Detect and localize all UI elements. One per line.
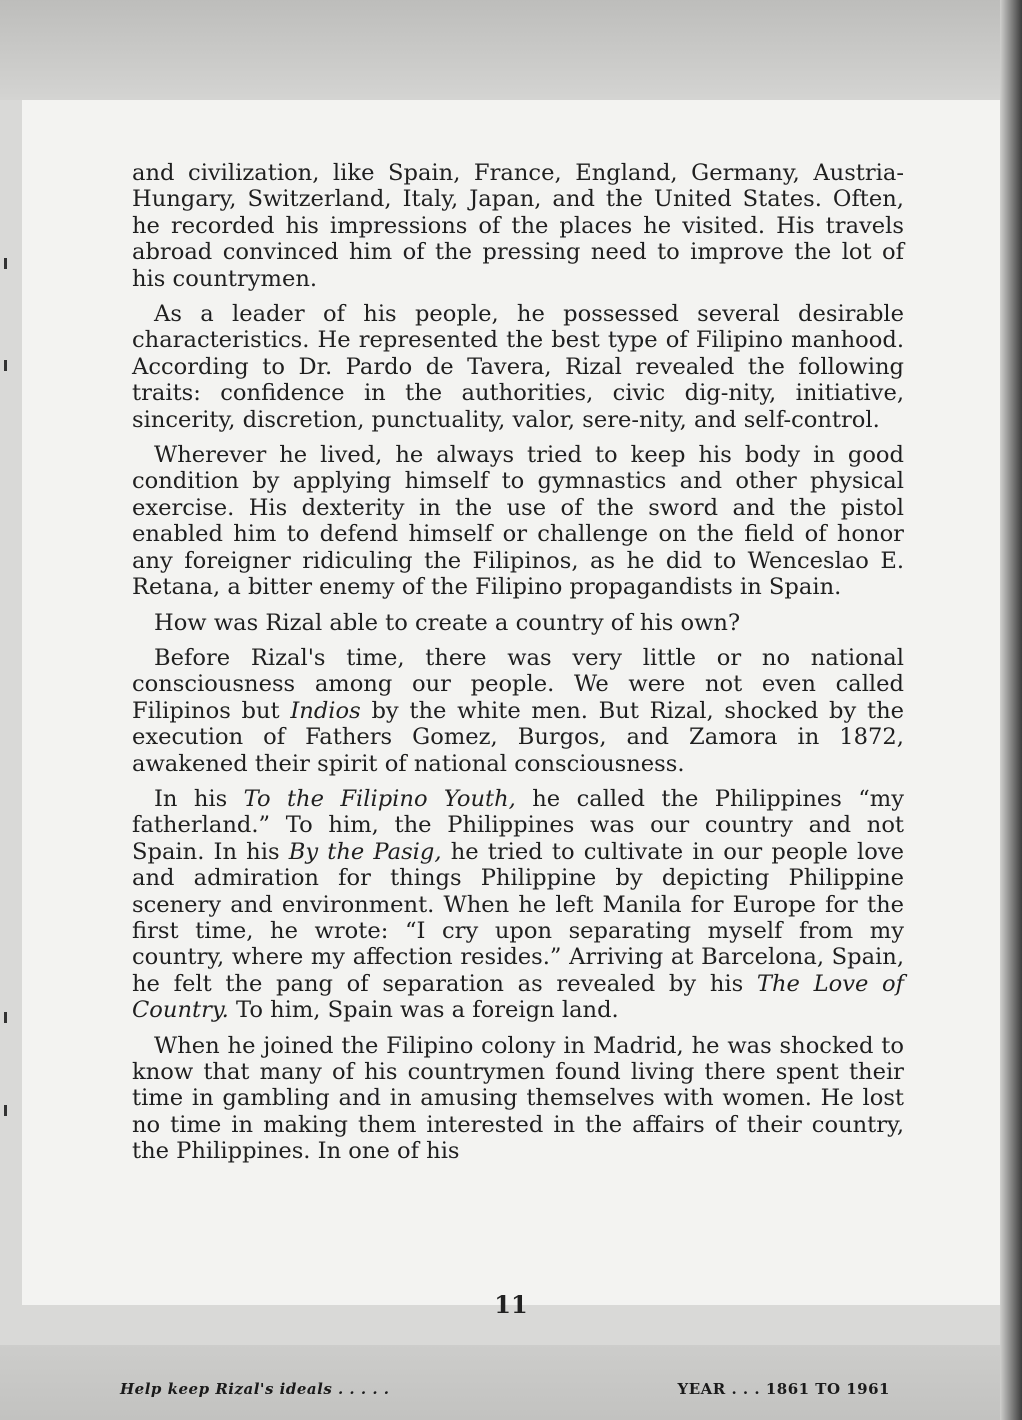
footer-band [0, 1345, 1000, 1420]
italic-term: Indios [290, 697, 361, 724]
text-run: Before Rizal's time, there was very little or no national consciousness among our people. We were not even called Filipinos but [132, 644, 904, 724]
italic-title: By the Pasig, [288, 838, 442, 865]
text-run: he tried to cultivate in our people love and admiration for things Philippine by depicting Philippine scenery and environment. When he left Manila for Europe for the first time, he wrote: “I cry upon separating myself from my country, where my affection resides.” Arriving at Barcelona, Spain, he felt the pang of separation as revealed by his [132, 838, 905, 997]
margin-mark [4, 1105, 7, 1116]
margin-mark [4, 360, 7, 371]
italic-title: To the Filipino Youth, [243, 785, 516, 812]
scan-top-shadow [0, 0, 1022, 100]
scan-right-edge [1000, 0, 1022, 1420]
paragraph: and civilization, like Spain, France, England, Germany, Austria-Hungary, Switzerland, Italy, Japan, and the United States. Often, he recorded his impressions of the places he visited. His travels abroad convinced him of the pressing need to improve the lot of his countrymen. [132, 160, 904, 292]
body-text [132, 160, 904, 1174]
page-number: 11 [494, 1290, 528, 1319]
footer-left-text: Help keep Rizal's ideals . . . . . [120, 1380, 390, 1398]
paragraph: As a leader of his people, he possessed several desirable characteristics. He represented the best type of Filipino manhood. According to Dr. Pardo de Tavera, Rizal revealed the following traits: confidence in the authorities, civic dig-nity, initiative, sincerity, discretion, punctuality, valor, sere-nity, and self-control. [132, 301, 904, 433]
text-run: To him, Spain was a foreign land. [228, 997, 619, 1024]
footer-right-text: YEAR . . . 1861 TO 1961 [677, 1380, 890, 1398]
text-run: by the white men. But Rizal, shocked by the execution of Fathers Gomez, Burgos, and Zamora in 1872, awakened their spirit of national consciousness. [132, 697, 904, 777]
margin-mark [4, 1012, 7, 1023]
text-run: In his [154, 785, 244, 812]
paragraph: When he joined the Filipino colony in Madrid, he was shocked to know that many of his countrymen found living there spent their time in gambling and in amusing themselves with women. He lost no time in making them interested in the affairs of their country, the Philippines. In one of his [132, 1032, 904, 1165]
text-run: he called the Philippines “my fatherland.” To him, the Philippines was our country and not Spain. In his [132, 785, 904, 865]
paragraph [132, 786, 904, 1024]
italic-title: The Love of Country. [132, 970, 905, 1024]
margin-mark [4, 258, 7, 269]
paragraph [132, 645, 904, 777]
question-heading: How was Rizal able to create a country of his own? [154, 609, 741, 636]
paragraph: Wherever he lived, he always tried to keep his body in good condition by applying himself to gymnastics and other physical exercise. His dexterity in the use of the sword and the pistol enabled him to defend himself or challenge on the field of honor any foreigner ridiculing the Filipinos, as he did to Wenceslao E. Retana, a bitter enemy of the Filipino propagandists in Spain. [132, 442, 904, 601]
